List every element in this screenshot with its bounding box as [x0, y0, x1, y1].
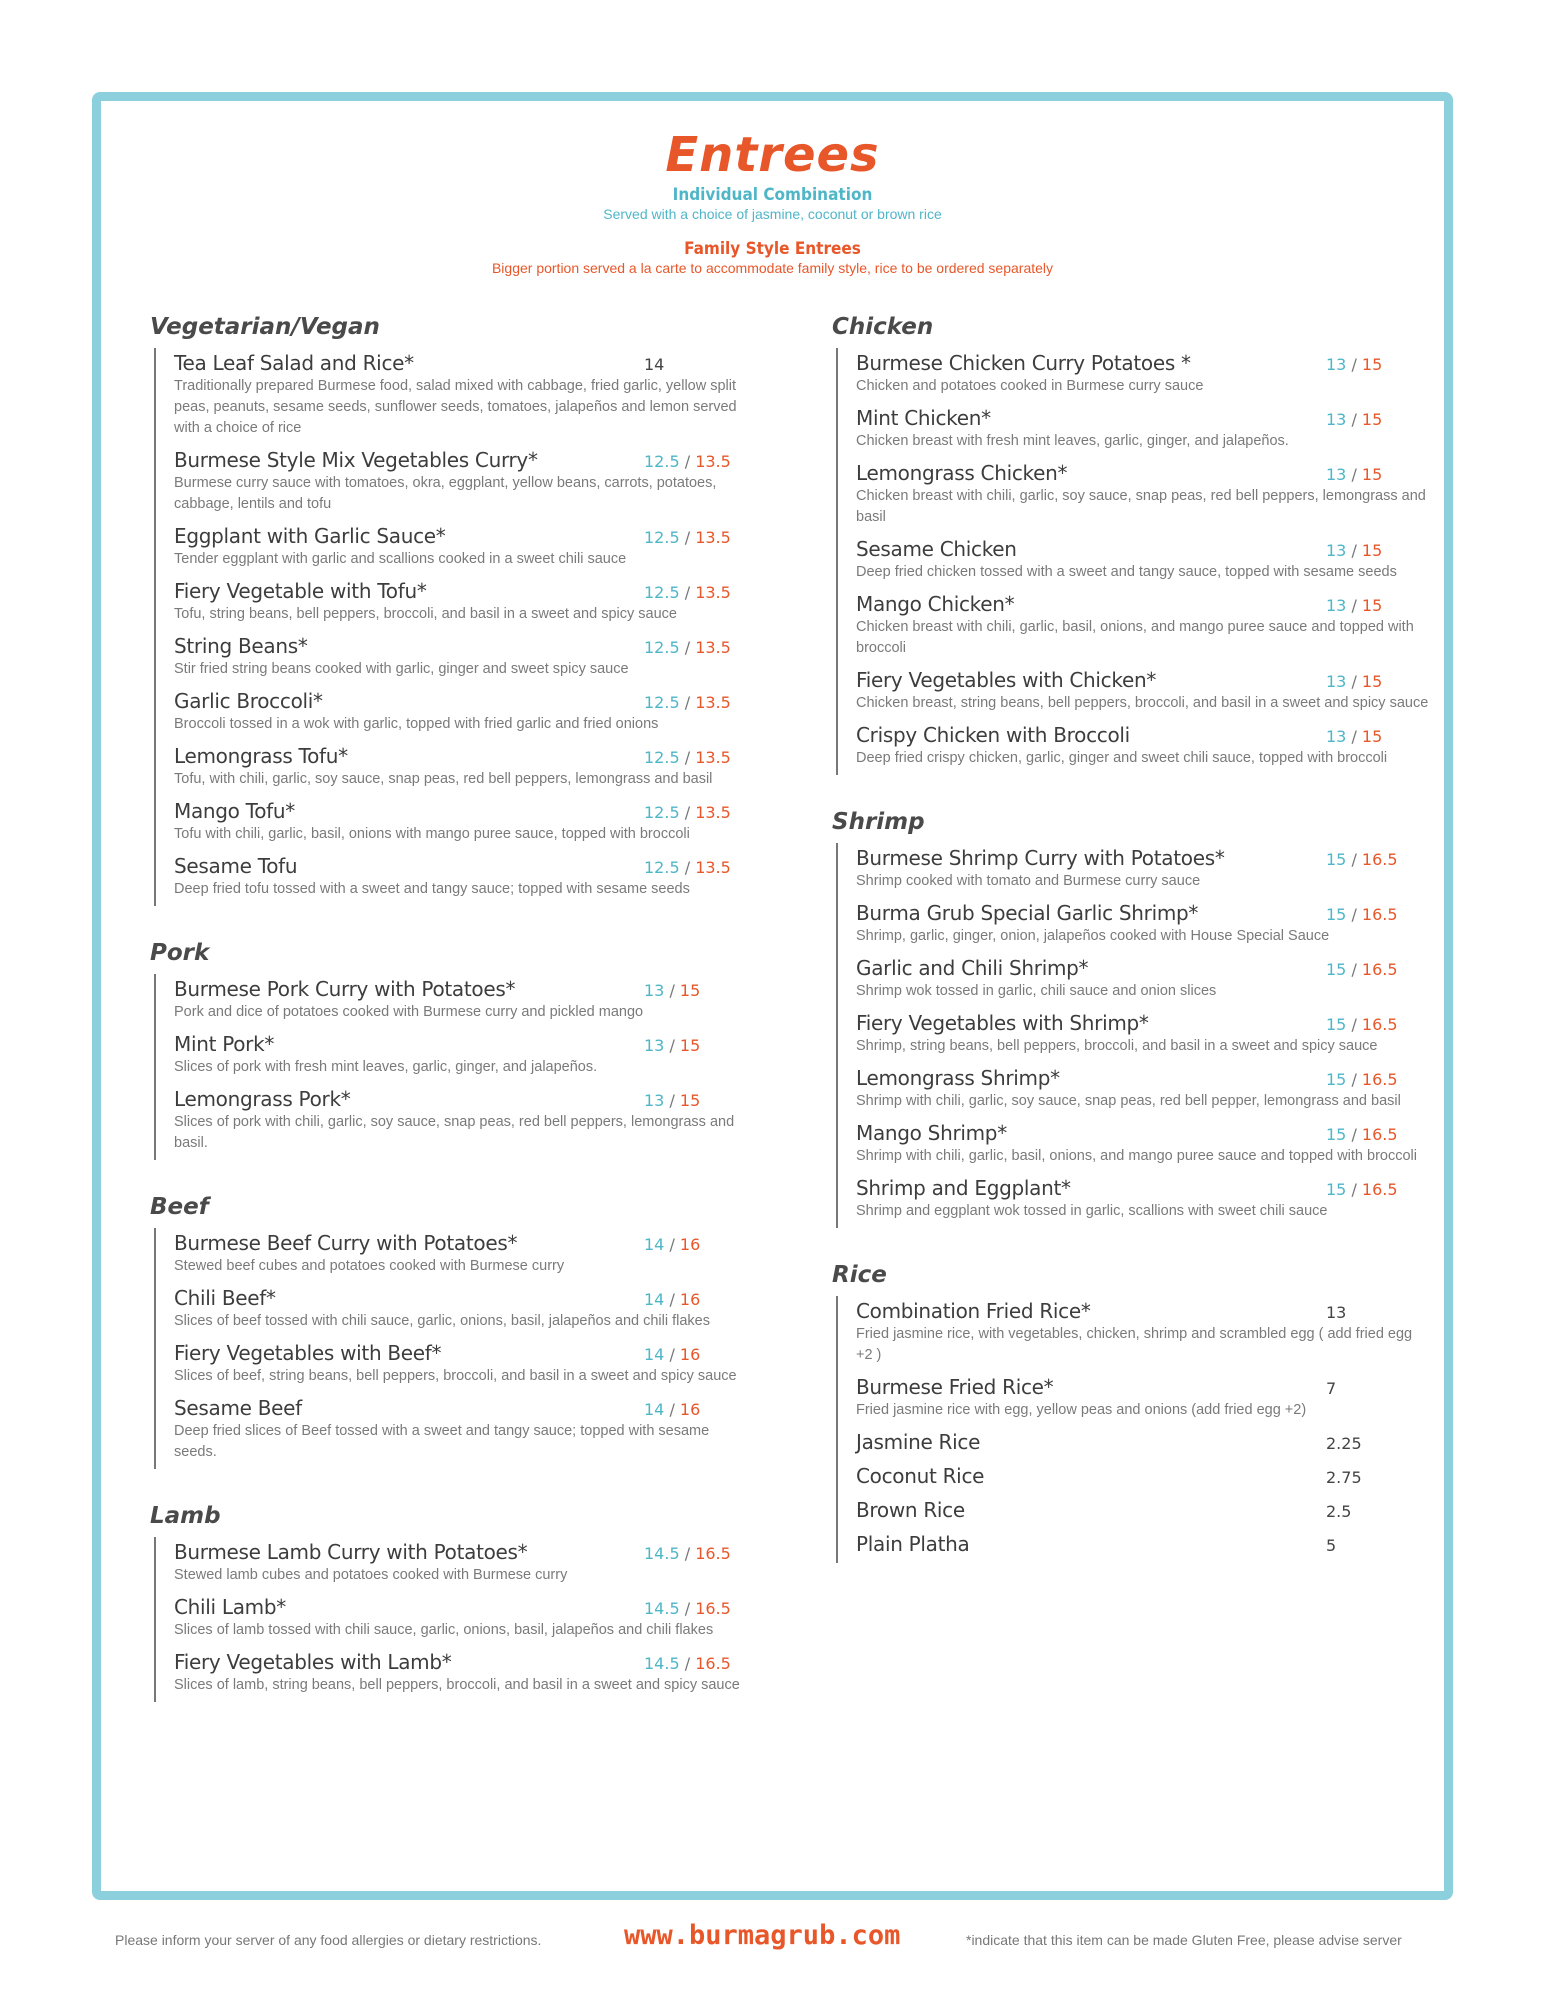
menu-item-description: Chicken breast with chili, garlic, soy sauce, snap peas, red bell peppers, lemongrass and basil	[856, 488, 1426, 525]
menu-item-description: Shrimp, string beans, bell peppers, broccoli, and basil in a sweet and spicy sauce	[856, 1038, 1378, 1054]
menu-item-price	[1326, 726, 1382, 748]
menu-header	[0, 125, 1545, 277]
menu-item	[174, 974, 750, 1029]
menu-item-name: Mango Chicken*	[856, 592, 1015, 616]
menu-item-price	[1326, 1535, 1336, 1557]
menu-item-name: Lemongrass Chicken*	[856, 461, 1068, 485]
menu-item	[856, 1296, 1432, 1372]
menu-item-name: Shrimp and Eggplant*	[856, 1176, 1071, 1200]
price-family: 16.5	[1361, 1180, 1398, 1199]
price-individual: 15	[1326, 1015, 1347, 1034]
price-family: 16	[679, 1345, 701, 1364]
menu-item	[856, 1063, 1432, 1118]
menu-item-price	[644, 1344, 700, 1366]
menu-item-name: Chili Beef*	[174, 1286, 276, 1310]
menu-item-description: Stewed beef cubes and potatoes cooked with Burmese curry	[174, 1258, 565, 1274]
menu-item-price	[1326, 671, 1382, 693]
menu-item	[174, 1592, 750, 1647]
menu-item-name: Lemongrass Pork*	[174, 1087, 351, 1111]
menu-item	[856, 1118, 1432, 1173]
price-separator: /	[664, 981, 680, 1000]
menu-item	[174, 445, 750, 521]
menu-item-price	[1326, 959, 1398, 981]
price-separator: /	[1346, 1070, 1362, 1089]
menu-item-name: Fiery Vegetables with Chicken*	[856, 668, 1157, 692]
menu-item-name: Mango Tofu*	[174, 799, 295, 823]
price-single: 13	[1326, 1303, 1347, 1322]
menu-item-description: Shrimp wok tossed in garlic, chili sauce and onion slices	[856, 983, 1217, 999]
price-family: 15	[1361, 541, 1383, 560]
menu-item	[856, 589, 1432, 665]
price-separator: /	[664, 1091, 680, 1110]
price-individual: 12.5	[644, 452, 680, 471]
menu-item-name: Fiery Vegetable with Tofu*	[174, 579, 427, 603]
menu-item-description: Broccoli tossed in a wok with garlic, topped with fried garlic and fried onions	[174, 716, 659, 732]
menu-item-name: Burma Grub Special Garlic Shrimp*	[856, 901, 1199, 925]
price-individual: 13	[644, 1091, 665, 1110]
menu-item-name: Fiery Vegetables with Beef*	[174, 1341, 442, 1365]
menu-item-price	[644, 980, 700, 1002]
price-individual: 14	[644, 1400, 665, 1419]
price-individual: 13	[1326, 596, 1347, 615]
page-title: Entrees	[665, 127, 880, 183]
menu-item-price	[1326, 595, 1382, 617]
menu-item-price	[1326, 1378, 1336, 1400]
menu-item-name: Mint Chicken*	[856, 406, 991, 430]
price-individual: 13	[1326, 410, 1347, 429]
section-title: Beef	[150, 1194, 209, 1220]
menu-item-name: Burmese Lamb Curry with Potatoes*	[174, 1540, 528, 1564]
price-family: 13.5	[695, 693, 731, 712]
menu-item-description: Pork and dice of potatoes cooked with Burmese curry and pickled mango	[174, 1004, 644, 1020]
price-separator: /	[679, 693, 696, 712]
menu-item-name: Burmese Chicken Curry Potatoes *	[856, 351, 1191, 375]
price-separator: /	[1346, 465, 1362, 484]
price-family: 16.5	[1361, 905, 1398, 924]
menu-item-price	[1326, 464, 1382, 486]
price-separator: /	[1346, 850, 1362, 869]
price-family: 15	[679, 1091, 701, 1110]
menu-section-rice	[832, 1260, 1432, 1563]
menu-item-description: Slices of pork with chili, garlic, soy sauce, snap peas, red bell peppers, lemongrass and basil.	[174, 1114, 735, 1151]
menu-item-description: Deep fried crispy chicken, garlic, ginger and sweet chili sauce, topped with broccoli	[856, 750, 1388, 766]
price-family: 15	[1361, 355, 1383, 374]
menu-item	[174, 1338, 750, 1393]
menu-item	[174, 1393, 750, 1469]
price-individual: 15	[1326, 1180, 1347, 1199]
price-family: 13.5	[695, 583, 731, 602]
price-individual: 15	[1326, 905, 1347, 924]
page-footer	[0, 1920, 1545, 1960]
price-family: 15	[1361, 672, 1383, 691]
price-individual: 14	[644, 1345, 665, 1364]
menu-item-description: Shrimp, garlic, ginger, onion, jalapeños cooked with House Special Sauce	[856, 928, 1330, 944]
menu-item-price	[1326, 1467, 1362, 1489]
individual-combination-text: Served with a choice of jasmine, coconut or brown rice	[603, 206, 942, 222]
menu-item-name: Burmese Beef Curry with Potatoes*	[174, 1231, 518, 1255]
price-family: 16	[679, 1400, 701, 1419]
price-family: 16	[679, 1235, 701, 1254]
price-separator: /	[679, 1544, 696, 1563]
menu-item-name: Burmese Pork Curry with Potatoes*	[174, 977, 516, 1001]
menu-item-description: Shrimp with chili, garlic, basil, onions, and mango puree sauce and topped with broccoli	[856, 1148, 1417, 1164]
price-individual: 15	[1326, 1125, 1347, 1144]
menu-item	[174, 1647, 750, 1702]
menu-section-lamb	[150, 1501, 750, 1702]
section-title: Pork	[150, 940, 210, 966]
menu-item-price	[1326, 540, 1382, 562]
menu-item	[856, 898, 1432, 953]
price-family: 16.5	[695, 1654, 731, 1673]
price-individual: 14.5	[644, 1654, 680, 1673]
price-individual: 15	[1326, 850, 1347, 869]
menu-item-price	[644, 857, 731, 879]
menu-item-list	[836, 348, 1432, 775]
menu-item-description: Tofu, with chili, garlic, soy sauce, snap peas, red bell peppers, lemongrass and basil	[174, 771, 713, 787]
menu-item	[174, 576, 750, 631]
menu-item-name: Plain Platha	[856, 1532, 970, 1556]
price-separator: /	[664, 1036, 680, 1055]
menu-item-description: Burmese curry sauce with tomatoes, okra, eggplant, yellow beans, carrots, potatoes, cabbage, lentils and tofu	[174, 475, 717, 512]
price-individual: 13	[1326, 355, 1347, 374]
menu-item-name: Sesame Tofu	[174, 854, 298, 878]
menu-section-vegetarian-vegan	[150, 312, 750, 906]
price-separator: /	[679, 1654, 696, 1673]
price-separator: /	[664, 1235, 680, 1254]
menu-item-description: Tofu, string beans, bell peppers, broccoli, and basil in a sweet and spicy sauce	[174, 606, 677, 622]
menu-item	[174, 796, 750, 851]
menu-item-name: Lemongrass Tofu*	[174, 744, 348, 768]
menu-item-price	[1326, 1302, 1346, 1324]
menu-item-description: Slices of beef tossed with chili sauce, garlic, onions, basil, jalapeños and chili flakes	[174, 1313, 710, 1329]
price-separator: /	[1346, 905, 1362, 924]
menu-item-price	[644, 1289, 700, 1311]
menu-item-description: Slices of lamb tossed with chili sauce, garlic, onions, basil, jalapeños and chili flakes	[174, 1622, 714, 1638]
price-individual: 13	[1326, 465, 1347, 484]
price-separator: /	[679, 858, 696, 877]
menu-item	[174, 348, 750, 445]
menu-item	[174, 686, 750, 741]
menu-item-price	[1326, 409, 1382, 431]
price-individual: 13	[1326, 672, 1347, 691]
menu-item-price	[644, 354, 664, 376]
price-separator: /	[679, 638, 696, 657]
menu-item-description: Fried jasmine rice, with vegetables, chicken, shrimp and scrambled egg ( add fried egg +2 )	[856, 1326, 1413, 1363]
individual-combination-title: Individual Combination	[672, 185, 873, 205]
menu-item-description: Deep fried tofu tossed with a sweet and tangy sauce; topped with sesame seeds	[174, 881, 690, 897]
price-individual: 12.5	[644, 803, 680, 822]
menu-item-name: Mint Pork*	[174, 1032, 275, 1056]
price-family: 16.5	[695, 1544, 731, 1563]
price-family: 15	[1361, 596, 1383, 615]
menu-item-name: Sesame Chicken	[856, 537, 1017, 561]
price-single: 14	[644, 355, 665, 374]
menu-item	[856, 1372, 1432, 1427]
price-separator: /	[679, 1599, 696, 1618]
price-separator: /	[1346, 1180, 1362, 1199]
price-separator: /	[679, 748, 696, 767]
menu-item	[856, 1529, 1432, 1563]
menu-item	[856, 953, 1432, 1008]
price-individual: 13	[1326, 541, 1347, 560]
menu-item-price	[644, 692, 731, 714]
menu-item-description: Deep fried chicken tossed with a sweet and tangy sauce, topped with sesame seeds	[856, 564, 1397, 580]
menu-item-name: Burmese Fried Rice*	[856, 1375, 1054, 1399]
price-family: 13.5	[695, 528, 731, 547]
menu-item-name: Eggplant with Garlic Sauce*	[174, 524, 446, 548]
price-family: 16.5	[1361, 1015, 1398, 1034]
price-family: 13.5	[695, 638, 731, 657]
price-individual: 14	[644, 1235, 665, 1254]
menu-item-name: Mango Shrimp*	[856, 1121, 1007, 1145]
menu-item-description: Slices of pork with fresh mint leaves, garlic, ginger, and jalapeños.	[174, 1059, 598, 1075]
price-separator: /	[1346, 960, 1362, 979]
menu-item	[856, 403, 1432, 458]
menu-section-shrimp	[832, 807, 1432, 1228]
menu-item	[856, 843, 1432, 898]
price-separator: /	[679, 803, 696, 822]
menu-item-description: Tender eggplant with garlic and scallions cooked in a sweet chili sauce	[174, 551, 627, 567]
price-family: 15	[679, 981, 701, 1000]
menu-item	[174, 1029, 750, 1084]
price-single: 7	[1326, 1379, 1337, 1398]
price-single: 5	[1326, 1536, 1337, 1555]
menu-item	[174, 1228, 750, 1283]
section-title: Chicken	[832, 314, 934, 340]
section-title: Vegetarian/Vegan	[150, 314, 380, 340]
price-family: 16	[679, 1290, 701, 1309]
menu-item-description: Fried jasmine rice with egg, yellow peas and onions (add fried egg +2)	[856, 1402, 1307, 1418]
menu-item	[856, 534, 1432, 589]
price-individual: 14.5	[644, 1599, 680, 1618]
price-family: 16.5	[1361, 850, 1398, 869]
menu-item-name: Jasmine Rice	[856, 1430, 981, 1454]
menu-item	[856, 458, 1432, 534]
section-title: Rice	[832, 1262, 887, 1288]
price-single: 2.75	[1326, 1468, 1362, 1487]
menu-item	[856, 1173, 1432, 1228]
price-separator: /	[1346, 541, 1362, 560]
menu-item-price	[644, 747, 731, 769]
menu-item-price	[1326, 1433, 1362, 1455]
menu-item-description: Stewed lamb cubes and potatoes cooked with Burmese curry	[174, 1567, 568, 1583]
menu-item-description: Deep fried slices of Beef tossed with a sweet and tangy sauce; topped with sesame seeds.	[174, 1423, 710, 1460]
menu-item-name: Lemongrass Shrimp*	[856, 1066, 1060, 1090]
menu-item-price	[644, 1653, 731, 1675]
menu-item-price	[644, 1543, 731, 1565]
menu-item-name: Burmese Shrimp Curry with Potatoes*	[856, 846, 1225, 870]
menu-item-name: Brown Rice	[856, 1498, 965, 1522]
menu-item	[174, 521, 750, 576]
menu-item-price	[1326, 354, 1382, 376]
price-separator: /	[1346, 355, 1362, 374]
price-individual: 15	[1326, 1070, 1347, 1089]
price-family: 13.5	[695, 748, 731, 767]
menu-item-price	[644, 1090, 700, 1112]
menu-item	[174, 1537, 750, 1592]
price-separator: /	[1346, 1125, 1362, 1144]
menu-item	[174, 1283, 750, 1338]
menu-item-price	[1326, 1014, 1398, 1036]
menu-item-description: Shrimp and eggplant wok tossed in garlic, scallions with sweet chili sauce	[856, 1203, 1328, 1219]
menu-item	[174, 1084, 750, 1160]
website-link[interactable]: www.burmagrub.com	[624, 1920, 901, 1951]
price-family: 16.5	[695, 1599, 731, 1618]
menu-item	[174, 741, 750, 796]
menu-section-beef	[150, 1192, 750, 1469]
allergy-note: Please inform your server of any food allergies or dietary restrictions.	[115, 1932, 542, 1948]
price-individual: 14.5	[644, 1544, 680, 1563]
price-separator: /	[664, 1345, 680, 1364]
price-separator: /	[679, 528, 696, 547]
menu-section-chicken	[832, 312, 1432, 775]
price-individual: 12.5	[644, 528, 680, 547]
price-separator: /	[1346, 672, 1362, 691]
gluten-free-note: *indicate that this item can be made Gluten Free, please advise server	[966, 1932, 1402, 1948]
price-separator: /	[664, 1290, 680, 1309]
price-individual: 15	[1326, 960, 1347, 979]
price-individual: 12.5	[644, 858, 680, 877]
menu-section-pork	[150, 938, 750, 1160]
price-family: 13.5	[695, 803, 731, 822]
menu-item-description: Shrimp cooked with tomato and Burmese curry sauce	[856, 873, 1201, 889]
menu-item	[856, 1495, 1432, 1529]
menu-item-list	[154, 1228, 750, 1469]
price-single: 2.25	[1326, 1434, 1362, 1453]
price-family: 13.5	[695, 858, 731, 877]
price-family: 13.5	[695, 452, 731, 471]
price-family: 15	[1361, 410, 1383, 429]
menu-item-price	[644, 1035, 700, 1057]
menu-item-price	[1326, 904, 1398, 926]
menu-item-name: Sesame Beef	[174, 1396, 302, 1420]
menu-item	[856, 665, 1432, 720]
price-individual: 12.5	[644, 583, 680, 602]
menu-item-price	[644, 637, 731, 659]
menu-item-price	[1326, 1069, 1398, 1091]
menu-item-price	[644, 1598, 731, 1620]
menu-item	[856, 720, 1432, 775]
price-separator: /	[1346, 727, 1362, 746]
menu-item-description: Tofu with chili, garlic, basil, onions with mango puree sauce, topped with broccoli	[174, 826, 690, 842]
family-style-text: Bigger portion served a la carte to accommodate family style, rice to be ordered separately	[491, 260, 1054, 276]
menu-item-name: Burmese Style Mix Vegetables Curry*	[174, 448, 538, 472]
left-column	[150, 312, 750, 1734]
menu-item-name: Tea Leaf Salad and Rice*	[174, 351, 414, 375]
price-separator: /	[679, 452, 696, 471]
price-separator: /	[1346, 1015, 1362, 1034]
price-family: 16.5	[1361, 1125, 1398, 1144]
price-separator: /	[1346, 410, 1362, 429]
menu-item-name: Coconut Rice	[856, 1464, 985, 1488]
price-individual: 12.5	[644, 748, 680, 767]
price-individual: 13	[644, 981, 665, 1000]
price-family: 15	[679, 1036, 701, 1055]
menu-item	[856, 1008, 1432, 1063]
menu-item-price	[1326, 1501, 1351, 1523]
right-column	[832, 312, 1432, 1595]
price-family: 16.5	[1361, 960, 1398, 979]
menu-item-name: Fiery Vegetables with Lamb*	[174, 1650, 452, 1674]
price-separator: /	[1346, 596, 1362, 615]
price-family: 15	[1361, 465, 1383, 484]
menu-item-price	[644, 802, 731, 824]
menu-item-name: Garlic Broccoli*	[174, 689, 323, 713]
price-individual: 14	[644, 1290, 665, 1309]
menu-item-list	[154, 1537, 750, 1702]
menu-item-name: Combination Fried Rice*	[856, 1299, 1091, 1323]
menu-item-list	[154, 974, 750, 1160]
menu-item-price	[644, 451, 731, 473]
menu-item	[856, 1461, 1432, 1495]
menu-item-description: Chicken breast with chili, garlic, basil, onions, and mango puree sauce and topped with broccoli	[856, 619, 1414, 656]
menu-item-price	[1326, 1179, 1398, 1201]
menu-item-name: String Beans*	[174, 634, 308, 658]
menu-item-name: Crispy Chicken with Broccoli	[856, 723, 1130, 747]
menu-item-description: Chicken and potatoes cooked in Burmese curry sauce	[856, 378, 1204, 394]
menu-item-list	[836, 843, 1432, 1228]
menu-item-name: Chili Lamb*	[174, 1595, 286, 1619]
menu-item-description: Chicken breast, string beans, bell peppers, broccoli, and basil in a sweet and spicy sauce	[856, 695, 1429, 711]
menu-item-name: Garlic and Chili Shrimp*	[856, 956, 1089, 980]
price-individual: 12.5	[644, 693, 680, 712]
menu-item-description: Slices of beef, string beans, bell peppers, broccoli, and basil in a sweet and spicy sauce	[174, 1368, 737, 1384]
menu-item	[856, 348, 1432, 403]
section-title: Lamb	[150, 1503, 221, 1529]
price-family: 16.5	[1361, 1070, 1398, 1089]
menu-item-description: Traditionally prepared Burmese food, salad mixed with cabbage, fried garlic, yellow split peas, peanuts, sesame seeds, sunflower seeds, tomatoes, jalapeños and lemon served with a choice of rice	[174, 378, 737, 436]
family-style-title: Family Style Entrees	[684, 239, 861, 259]
menu-item-description: Slices of lamb, string beans, bell peppers, broccoli, and basil in a sweet and spicy sauce	[174, 1677, 740, 1693]
menu-item-name: Fiery Vegetables with Shrimp*	[856, 1011, 1149, 1035]
price-individual: 12.5	[644, 638, 680, 657]
menu-item-price	[1326, 849, 1398, 871]
menu-item-list	[154, 348, 750, 906]
menu-item-list	[836, 1296, 1432, 1563]
menu-item	[174, 851, 750, 906]
menu-item	[856, 1427, 1432, 1461]
price-family: 15	[1361, 727, 1383, 746]
menu-item-price	[644, 1234, 700, 1256]
price-separator: /	[679, 583, 696, 602]
menu-item-price	[644, 1399, 700, 1421]
price-individual: 13	[1326, 727, 1347, 746]
menu-item	[174, 631, 750, 686]
menu-item-price	[644, 582, 731, 604]
menu-item-price	[1326, 1124, 1398, 1146]
menu-item-description: Stir fried string beans cooked with garlic, ginger and sweet spicy sauce	[174, 661, 629, 677]
price-individual: 13	[644, 1036, 665, 1055]
menu-item-price	[644, 527, 731, 549]
section-title: Shrimp	[832, 809, 925, 835]
price-single: 2.5	[1326, 1502, 1352, 1521]
menu-item-description: Chicken breast with fresh mint leaves, garlic, ginger, and jalapeños.	[856, 433, 1289, 449]
menu-item-description: Shrimp with chili, garlic, soy sauce, snap peas, red bell pepper, lemongrass and basil	[856, 1093, 1401, 1109]
price-separator: /	[664, 1400, 680, 1419]
